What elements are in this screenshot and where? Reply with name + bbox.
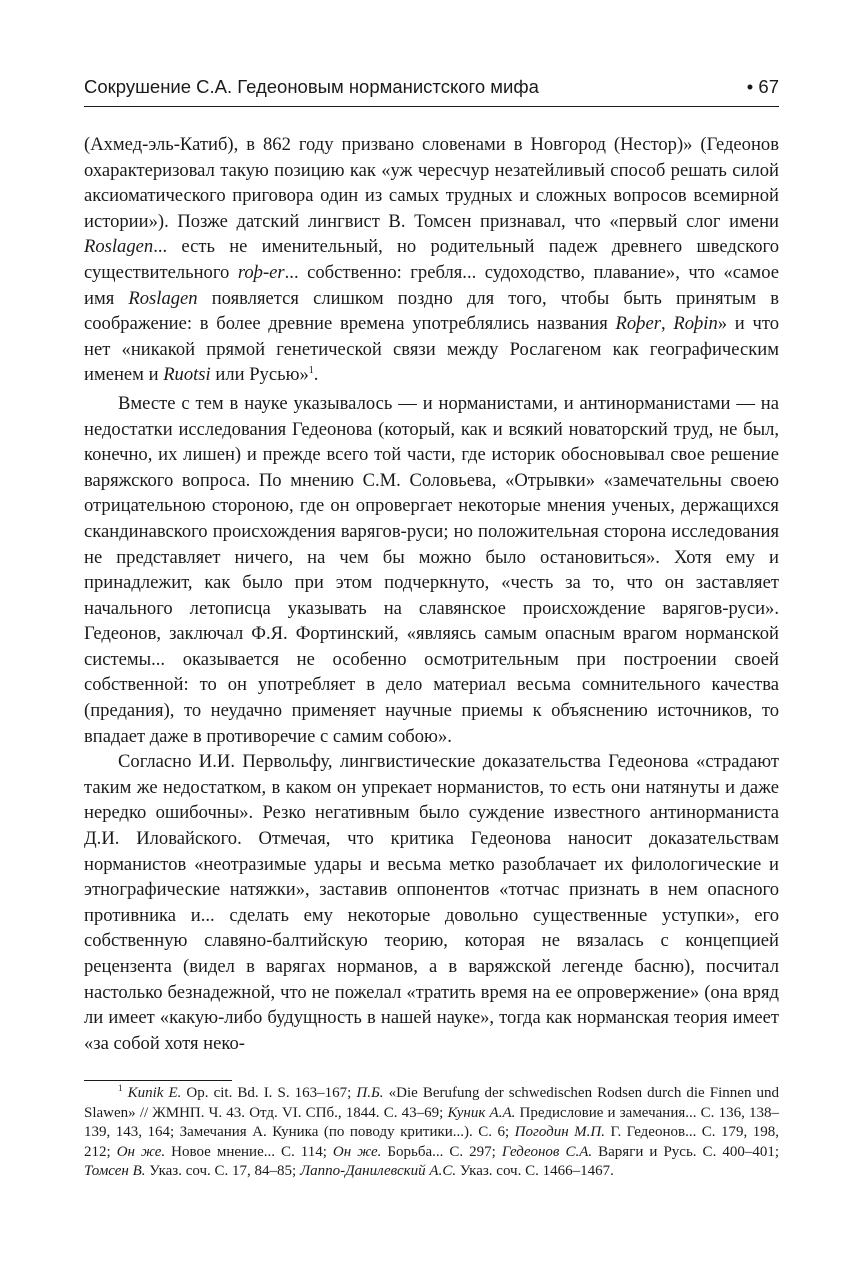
- text-run: (Ахмед-эль-Катиб), в 862 году призвано словенами в Новгород (Нестор)» (Гедеонов охарактеризовал такую позицию как «уж чересчур незатейливый способ решать силой аксиоматического приговора один из самых трудных и сложных вопросов всемирной истории»). Позже датский лингвист В. Томсен признавал, что «первый слог имени: [84, 134, 779, 232]
- italic-term: Roþin: [673, 313, 718, 335]
- text-run: ,: [660, 313, 674, 335]
- footnote-author: Томсен В.: [84, 1162, 146, 1179]
- running-title: Сокрушение С.А. Гедеоновым норманистского мифа: [84, 76, 539, 97]
- footnote-text: Предисловие и замечания... С. 136, 138–139, 143, 164; Замечания А. Куника (по поводу критики...). С. 6;: [84, 1105, 779, 1141]
- italic-term: Roslagen: [128, 287, 198, 309]
- italic-term: Roslagen: [84, 236, 154, 258]
- footnote-text: Борьба... С. 297;: [381, 1143, 502, 1160]
- text-run: ... собственно: гребля... судоходство, плавание», что «самое имя: [84, 261, 779, 309]
- footnote-author: Лаппо-Данилевский А.С.: [299, 1162, 457, 1179]
- paragraph-2: Вместе с тем в науке указывалось — и норманистами, и антинорманистами — на недостатки исследования Гедеонова (который, как и всякий новаторский труд, не был, конечно, их лишен) и прежде всего той части, где историк обосновывал свое решение варяжского вопроса. По мнению С.М. Соловьева, «Отрывки» «замечательны своею отрицательною стороною, где он опровергает некоторые мнения ученых, держащихся скандинавского происхождения варягов-руси; но положительная сторона исследования не представляет ничего, на чем бы можно было остановиться». Хотя ему и принадлежит, как было при этом подчеркнуто, «честь за то, что он заставляет начального летописца указывать на славянское происхождение варягов-руси». Гедеонов, заключал Ф.Я. Фортинский, «являясь самым опасным врагом норманской системы... оказывается не особенно осмотрительным при построении своей собственной: то он употребляет в дело материал весьма сомнительного качества (предания), то неудачно применяет научные приемы к объяснению источников, то впадает даже в противоречие с самим собою».: [84, 392, 779, 747]
- footnote-author: Kunik E.: [127, 1085, 182, 1101]
- paragraph-3: Согласно И.И. Первольфу, лингвистические доказательства Гедеонова «страдают таким же недостатком, в каком он упрекает норманистов, то есть они натянуты и даже нередко ошибочны». Резко негативным было суждение известного антинорманиста Д.И. Иловайского. Отмечая, что критика Гедеонова наносит доказательствам норманистов «неотразимые удары и весьма метко разоблачает их филологические и этнографические натяжки», заставив оппонентов «тотчас признать в нем опасного противника и... сделать ему некоторые довольно существенные уступки», его собственную славяно-балтийскую теорию, которая не вязалась с концепцией рецензента (видел в варягах норманов, а в варяжской легенде басню), посчитал настолько безнадежной, что не пожелал «тратить время на ее опровержение» (она вряд ли имеет «какую-либо будущность в нашей науке», тогда как норманская теория имеет «за собой хотя неко-: [84, 751, 779, 1054]
- main-text: [84, 132, 779, 1056]
- text-run: появляется слишком поздно для того, чтобы быть принятым в соображение: в более древние времена употреблялись названия: [84, 287, 780, 335]
- footnote-author: Куник А.А.: [447, 1105, 516, 1122]
- footnote-number: 1: [118, 1083, 123, 1093]
- footnote-author: Он же.: [116, 1143, 166, 1160]
- footnote-author: Погодин М.П.: [514, 1124, 605, 1141]
- italic-term: Roþer: [615, 313, 661, 335]
- footnote-text: Указ. соч. С. 1466–1467.: [456, 1162, 614, 1179]
- footnotes: [84, 1084, 779, 1181]
- footnote-text: «Die Berufung der schwedischen Rodsen durch die Finnen und Slawen» // ЖМНП. Ч. 43. Отд. VI. СПб., 1844. С. 43–69;: [84, 1085, 780, 1122]
- text-run: » и что нет «никакой прямой генетической связи между Рослагеном как географическим именем и: [84, 313, 780, 386]
- footnote-text: Варяги и Русь. С. 400–401;: [592, 1143, 779, 1160]
- footnote-author: П.Б.: [356, 1085, 384, 1101]
- text-run: .: [313, 364, 319, 386]
- header-rule: [84, 106, 779, 107]
- text-run: или Русью»: [210, 364, 309, 386]
- paragraph-1: [84, 132, 779, 391]
- footnote-ref[interactable]: 1: [308, 365, 314, 377]
- footnote-text: Г. Гедеонов... С. 179, 198, 212;: [84, 1124, 780, 1160]
- italic-term: roþ-er: [237, 261, 285, 283]
- italic-term: Ruotsi: [163, 364, 211, 386]
- footnote-author: Он же.: [332, 1143, 382, 1160]
- footnote-text: Op. cit. Bd. I. S. 163–167;: [181, 1085, 357, 1101]
- footnote-rule: [84, 1080, 232, 1081]
- page-number: • 67: [746, 76, 779, 97]
- footnote-text: Новое мнение... С. 114;: [165, 1143, 333, 1160]
- running-head: [84, 74, 779, 104]
- text-run: ... есть не именительный, но родительный падеж древнего шведского существительного: [84, 236, 779, 283]
- footnote-text: Указ. соч. С. 17, 84–85;: [145, 1162, 300, 1179]
- footnote-1: [84, 1084, 779, 1181]
- footnote-author: Гедеонов С.А.: [501, 1143, 593, 1160]
